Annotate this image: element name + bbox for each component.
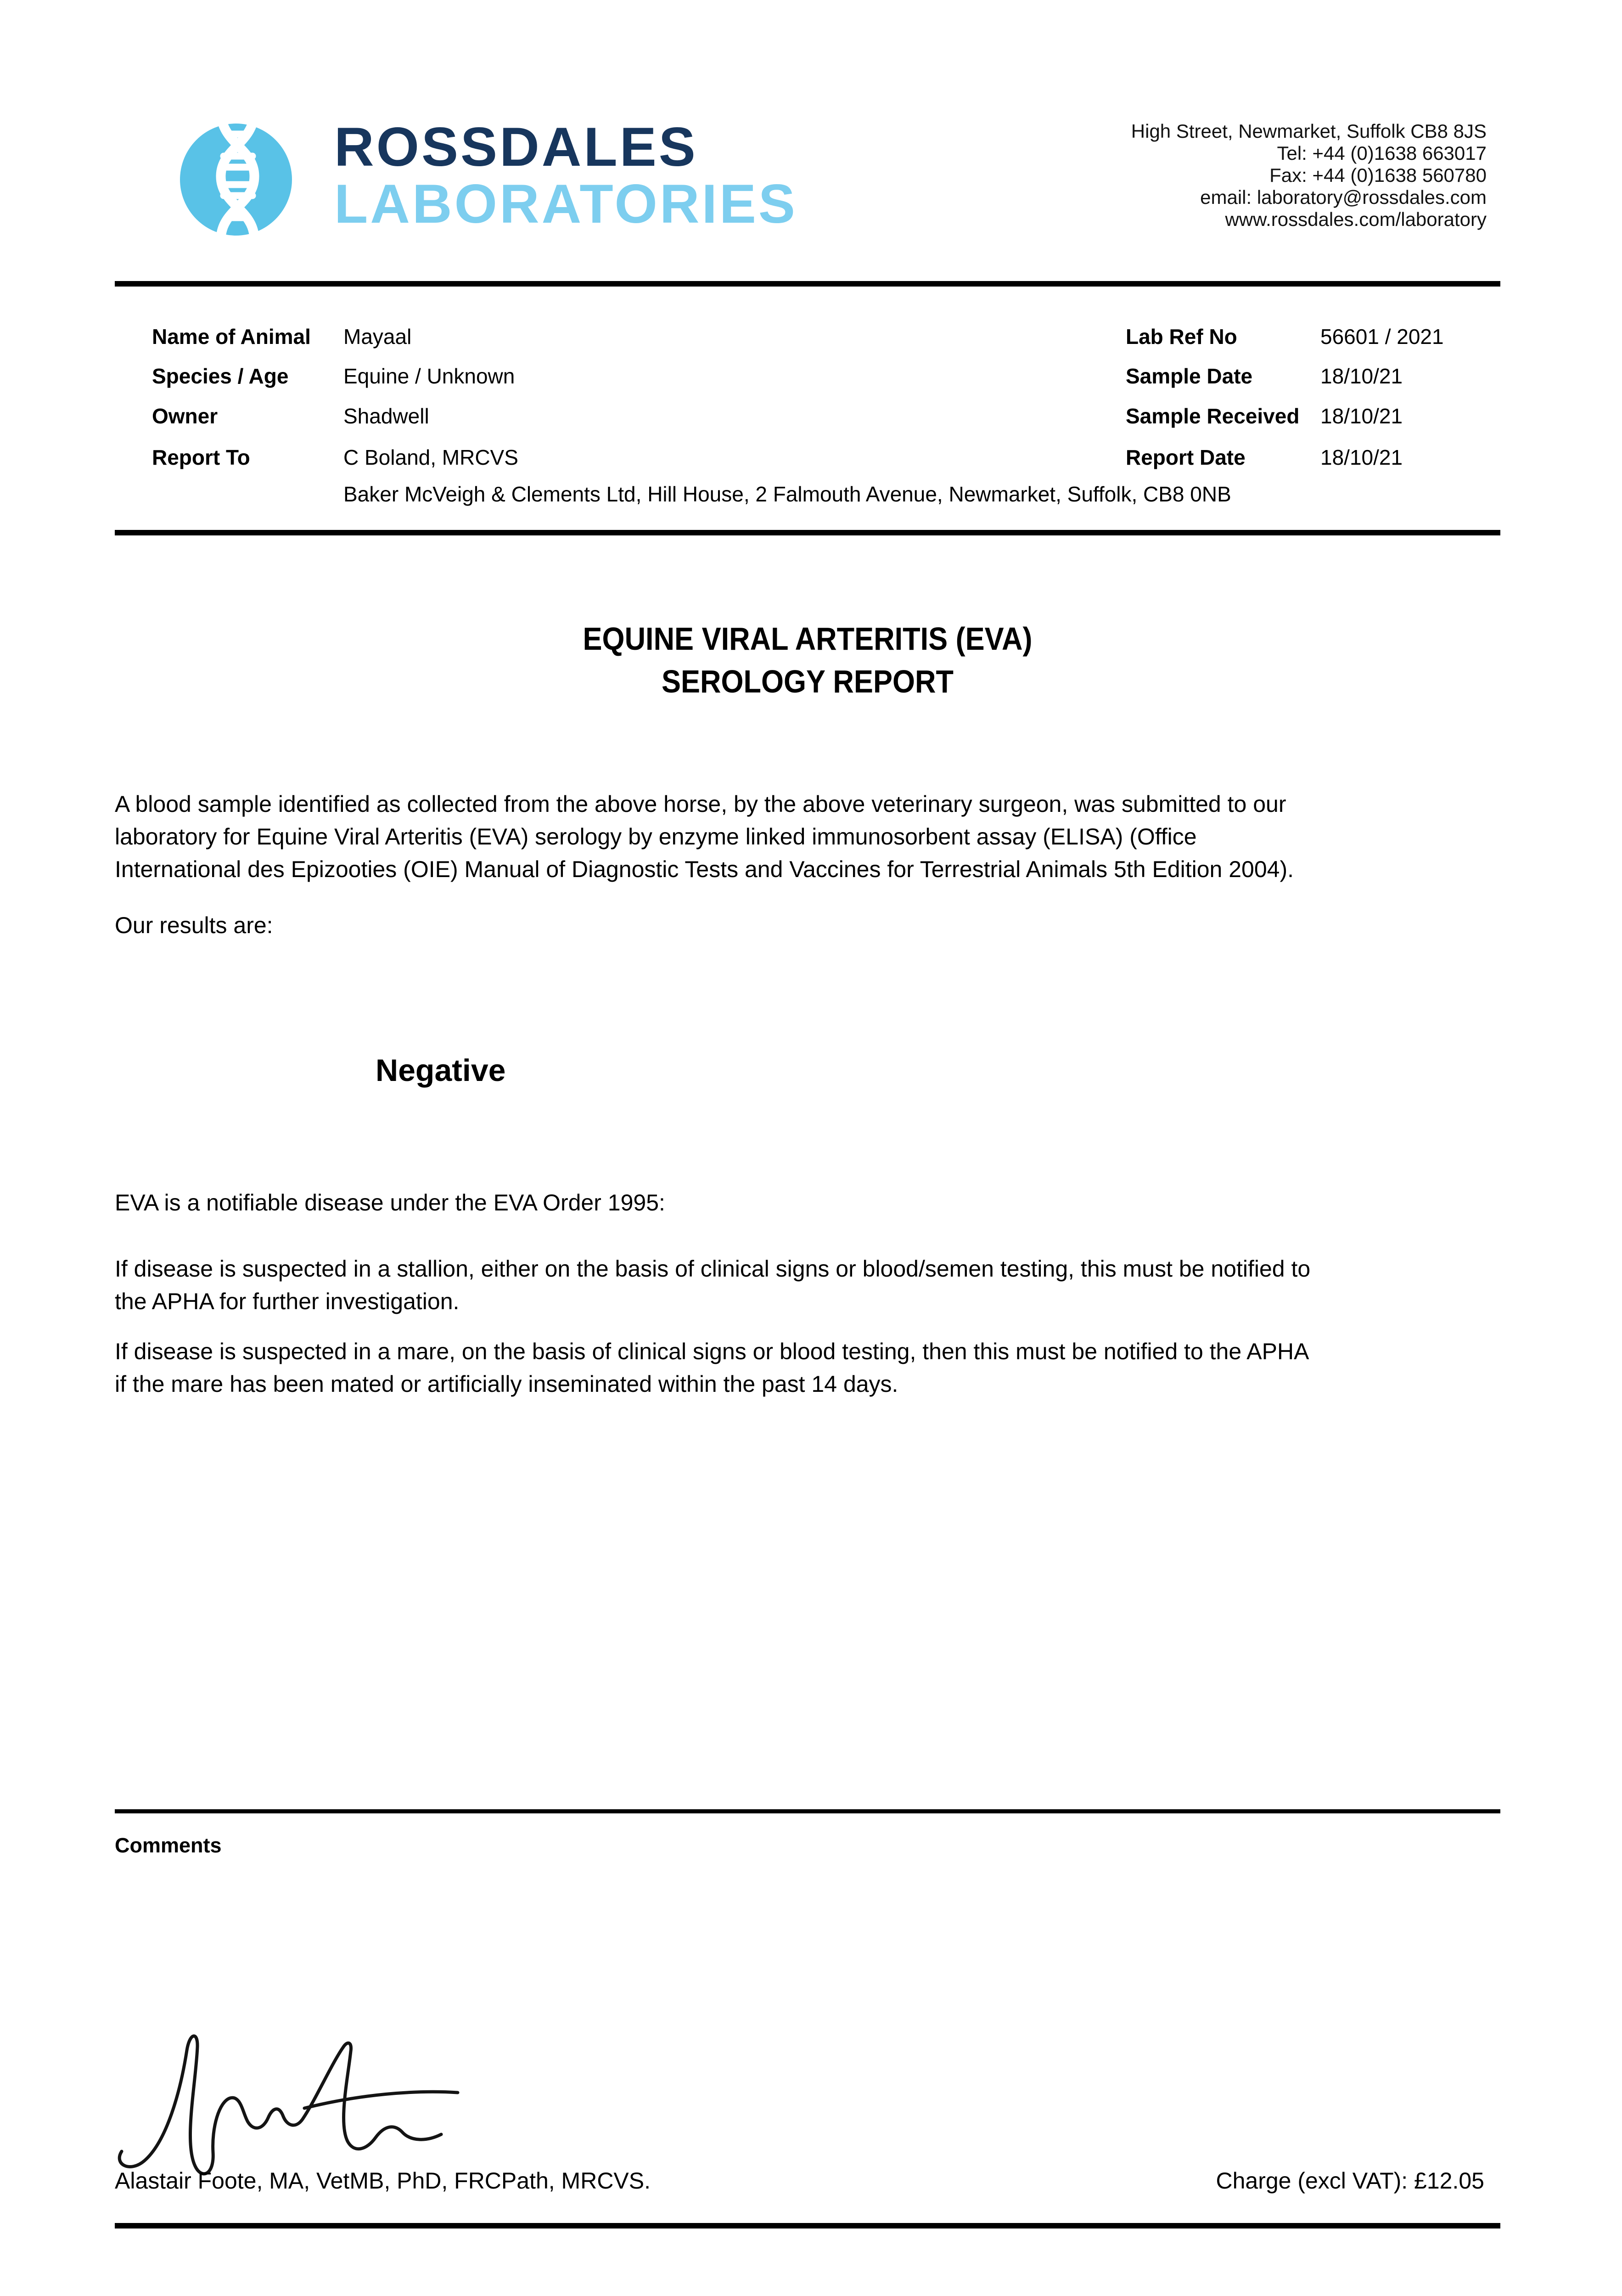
report-title-line2: SEROLOGY REPORT — [662, 664, 954, 699]
stallion-note — [115, 1253, 1310, 1318]
intro-line-3: International des Epizooties (OIE) Manual of Diagnostic Tests and Vaccines for Terrestrial Animals 5th Edition 2004). — [115, 856, 1294, 882]
contact-fax: Fax: +44 (0)1638 560780 — [1269, 164, 1487, 186]
stallion-note-line-2: the APHA for further investigation. — [115, 1289, 460, 1314]
contact-tel: Tel: +44 (0)1638 663017 — [1277, 142, 1487, 164]
comments-divider — [115, 1809, 1500, 1813]
report-title-line1: EQUINE VIRAL ARTERITIS (EVA) — [583, 621, 1033, 657]
report-to-address: Baker McVeigh & Clements Ltd, Hill House, 2 Falmouth Avenue, Newmarket, Suffolk, CB8 0NB — [343, 482, 1231, 506]
value-sample-received: 18/10/21 — [1320, 404, 1403, 428]
notifiable-disease-note: EVA is a notifiable disease under the EVA Order 1995: — [115, 1190, 665, 1216]
label-lab-ref-no: Lab Ref No — [1126, 325, 1237, 349]
value-report-to: C Boland, MRCVS — [343, 445, 518, 469]
charge-amount: Charge (excl VAT): £12.05 — [1216, 2168, 1484, 2194]
value-owner: Shadwell — [343, 404, 429, 428]
label-sample-date: Sample Date — [1126, 364, 1253, 388]
mare-note — [115, 1335, 1309, 1401]
comments-heading: Comments — [115, 1834, 222, 1857]
brand-name-rossdales: ROSSDALES — [334, 116, 698, 178]
value-lab-ref-no: 56601 / 2021 — [1320, 325, 1444, 349]
contact-website: www.rossdales.com/laboratory — [1225, 208, 1487, 230]
results-label: Our results are: — [115, 912, 273, 938]
label-report-to: Report To — [152, 445, 250, 469]
contact-block — [1131, 120, 1487, 231]
value-sample-date: 18/10/21 — [1320, 364, 1403, 388]
intro-paragraph — [115, 788, 1294, 886]
value-name-of-animal: Mayaal — [343, 325, 412, 349]
details-divider — [115, 530, 1500, 535]
label-species-age: Species / Age — [152, 364, 289, 388]
dna-logo-icon — [174, 107, 296, 243]
label-sample-received: Sample Received — [1126, 404, 1300, 428]
intro-line-1: A blood sample identified as collected from the above horse, by the above veterinary surgeon, was submitted to our — [115, 791, 1286, 817]
result-value: Negative — [376, 1053, 506, 1088]
report-title — [184, 618, 1431, 703]
value-species-age: Equine / Unknown — [343, 364, 515, 388]
contact-address: High Street, Newmarket, Suffolk CB8 8JS — [1131, 120, 1487, 142]
brand-name-laboratories: LABORATORIES — [334, 173, 797, 235]
signatory-name: Alastair Foote, MA, VetMB, PhD, FRCPath, MRCVS. — [115, 2168, 651, 2194]
header-divider — [115, 281, 1500, 287]
contact-email: email: laboratory@rossdales.com — [1200, 186, 1487, 208]
brand-wordmark — [334, 116, 797, 235]
label-name-of-animal: Name of Animal — [152, 325, 311, 349]
stallion-note-line-1: If disease is suspected in a stallion, either on the basis of clinical signs or blood/semen testing, this must be notified to — [115, 1256, 1311, 1282]
mare-note-line-2: if the mare has been mated or artificially inseminated within the past 14 days. — [115, 1371, 898, 1397]
label-owner: Owner — [152, 404, 218, 428]
label-report-date: Report Date — [1126, 445, 1246, 469]
intro-line-2: laboratory for Equine Viral Arteritis (EVA) serology by enzyme linked immunosorbent assay (ELISA) (Office — [115, 824, 1197, 850]
footer-divider — [115, 2223, 1500, 2228]
mare-note-line-1: If disease is suspected in a mare, on the basis of clinical signs or blood testing, then this must be notified to the APHA — [115, 1339, 1309, 1364]
value-report-date: 18/10/21 — [1320, 445, 1403, 469]
